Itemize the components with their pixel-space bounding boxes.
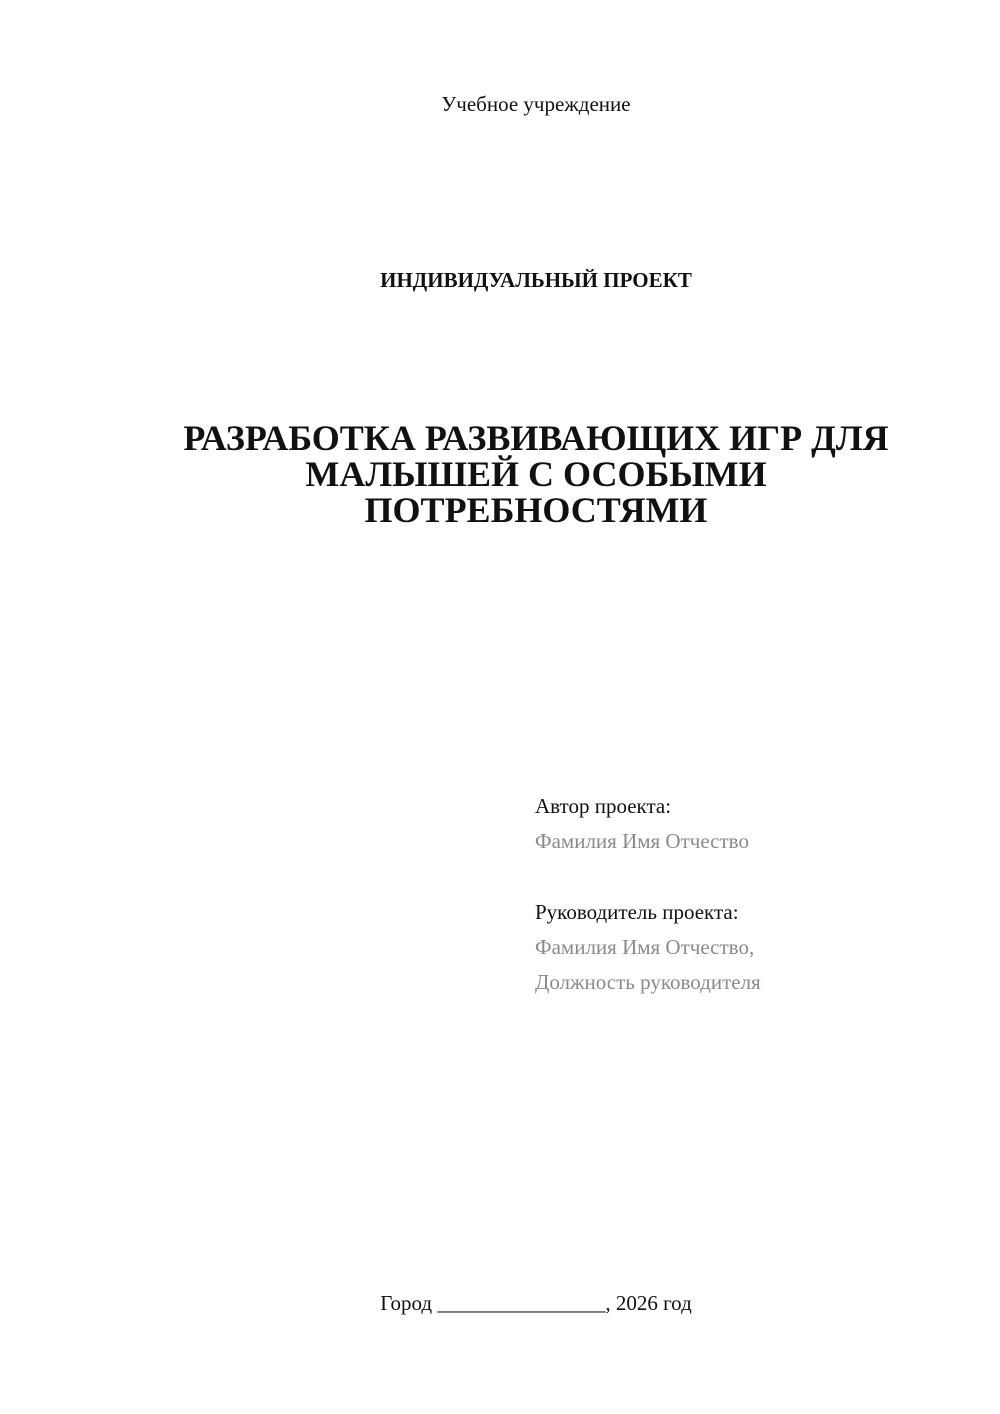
project-title-line: ПОТРЕБНОСТЯМИ bbox=[364, 490, 708, 530]
author-name: Фамилия Имя Отчество bbox=[535, 829, 749, 853]
project-title bbox=[150, 420, 922, 528]
city-blank-line: ________________ bbox=[437, 1291, 606, 1315]
project-title-line: МАЛЫШЕЙ С ОСОБЫМИ bbox=[305, 454, 767, 494]
footer-city-year bbox=[0, 1291, 1000, 1316]
supervisor-name: Фамилия Имя Отчество, bbox=[535, 935, 755, 959]
supervisor-position: Должность руководителя bbox=[535, 970, 761, 994]
institution-name: Учебное учреждение bbox=[441, 92, 631, 116]
document-type: ИНДИВИДУАЛЬНЫЙ ПРОЕКТ bbox=[380, 268, 692, 292]
spacer bbox=[535, 859, 975, 895]
project-info-block bbox=[535, 789, 975, 1000]
city-label: Город bbox=[380, 1291, 433, 1315]
author-label: Автор проекта: bbox=[535, 794, 672, 818]
year-text: , 2026 год bbox=[605, 1291, 692, 1315]
project-title-line: РАЗРАБОТКА РАЗВИВАЮЩИХ ИГР ДЛЯ bbox=[183, 418, 889, 458]
supervisor-label: Руководитель проекта: bbox=[535, 900, 739, 924]
